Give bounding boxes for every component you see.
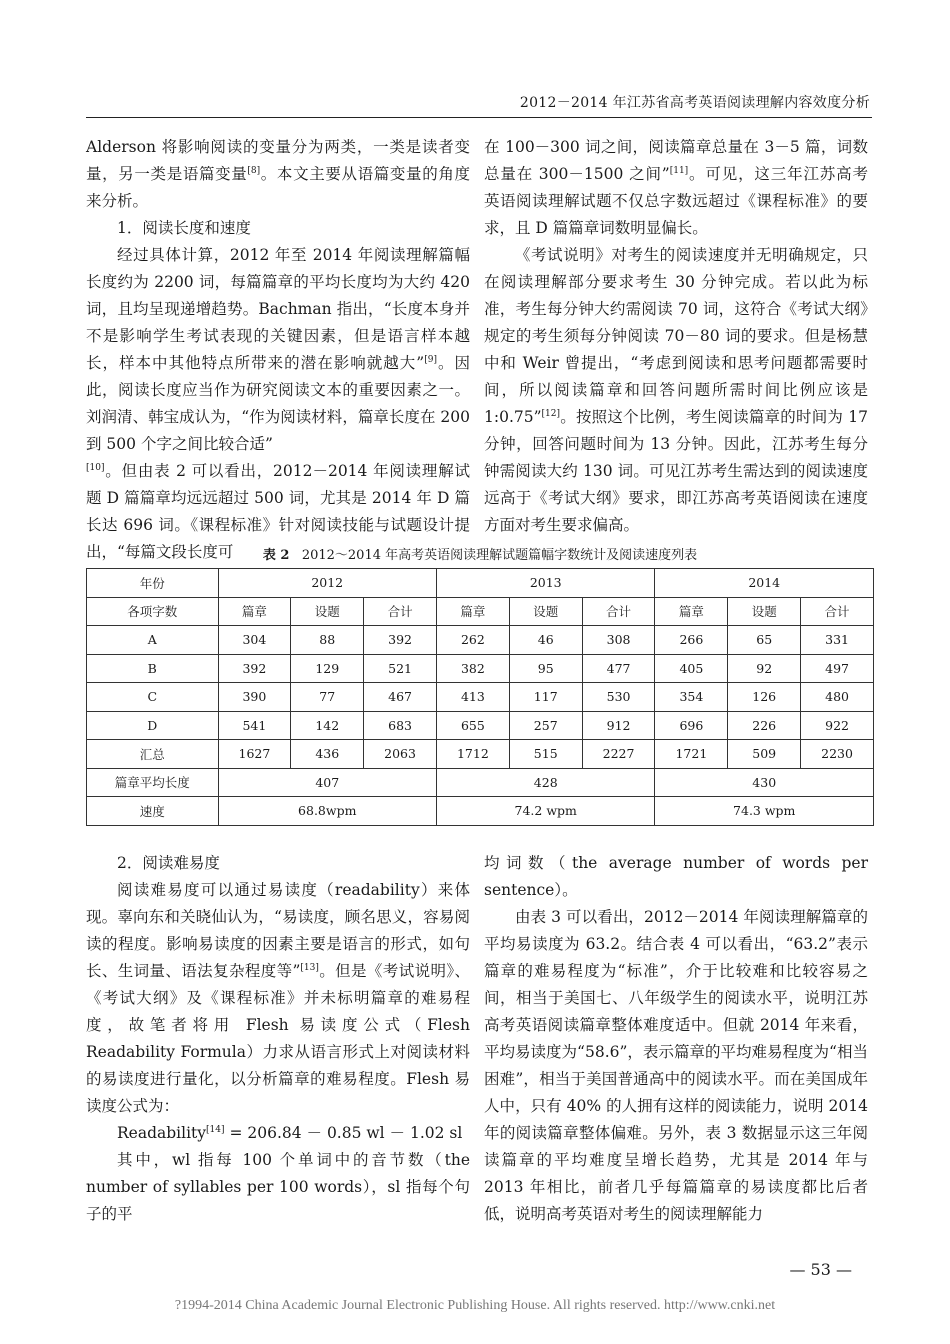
table-cell: 126 — [728, 683, 801, 712]
table-caption-label: 表 2 — [262, 548, 290, 563]
table-cell: 95 — [509, 654, 582, 683]
table-speed-row — [87, 797, 874, 826]
table-cell: 1721 — [655, 740, 728, 769]
paragraph-text: 经过具体计算，2012 年至 2014 年阅读理解篇幅长度约为 2200 词，每篇篇章的平均长度均为大约 420 词，且均呈现递增趋势。Bachman 指出，“长度本身并不是影响学生考试表现的关键因素，但是语言样本越长，样本中其他特点所带来的潜在影响就越大” — [86, 246, 470, 372]
speed-cell: 68.8wpm — [218, 797, 436, 826]
subheader-cell: 合计 — [801, 597, 874, 626]
table-row — [87, 683, 874, 712]
table-cell: 696 — [655, 711, 728, 740]
paragraph-text: 《考试说明》对考生的阅读速度并无明确规定，只在阅读理解部分要求考生 30 分钟完成。若以此为标准，考生每分钟大约需阅读 70 词，这符合《考试大纲》规定的考生须每分钟阅读 70－80 词的要求。但是杨慧中和 Weir 曾提出，“考虑到阅读和思考问题都需要时间，所以阅读篇章和回答问题所需时间比例应该是 1:0.75” — [484, 246, 868, 426]
paragraph-text-tail: 。但是《考试说明》、《考试大纲》及《课程标准》并未标明篇章的难易程度，故笔者将用 Flesh 易读度公式（Flesh Readability Formula）力求从语言形式上对阅读材料的易读度进行量化，以分析篇章的难易程度。Flesh 易读度公式为： — [86, 962, 470, 1115]
paragraph-text-tail: 。可见，这三年江苏高考英语阅读理解试题不仅总字数远超过《课程标准》的要求，且 D 篇篇章词数明显偏长。 — [484, 165, 868, 237]
table-caption-text: 2012～2014 年高考英语阅读理解试题篇幅字数统计及阅读速度列表 — [301, 548, 698, 563]
subheader-cell: 设题 — [728, 597, 801, 626]
table-cell: 257 — [509, 711, 582, 740]
table-cell: 509 — [728, 740, 801, 769]
text-column-2 — [484, 134, 868, 539]
paragraph — [484, 242, 868, 539]
paragraph — [86, 134, 470, 215]
citation-ref: [11] — [669, 165, 689, 176]
table-row — [87, 626, 874, 655]
table-cell: 77 — [291, 683, 364, 712]
speed-cell: 74.3 wpm — [655, 797, 874, 826]
speed-cell: 74.2 wpm — [436, 797, 654, 826]
table-row — [87, 711, 874, 740]
running-header: 2012－2014 年江苏省高考英语阅读理解内容效度分析 — [519, 95, 870, 111]
paragraph-text: 在 100－300 词之间，阅读篇章总量在 3－5 篇，词数总量在 300－1500 之间” — [484, 138, 868, 183]
paragraph-text-tail: 。本文主要从语篇变量的角度来分析。 — [86, 165, 470, 210]
row-label: C — [87, 683, 219, 712]
table-cell: 497 — [801, 654, 874, 683]
paragraph — [86, 1120, 470, 1147]
table-cell: 142 — [291, 711, 364, 740]
text-column-4 — [484, 850, 868, 1228]
table-cell: 436 — [291, 740, 364, 769]
citation-ref: [14] — [206, 1124, 225, 1135]
table-cell: 354 — [655, 683, 728, 712]
table-cell: 521 — [364, 654, 437, 683]
table-cell: 226 — [728, 711, 801, 740]
paragraph-text: 由表 3 可以看出，2012－2014 年阅读理解篇章的平均易读度为 63.2。结合表 4 可以看出，“63.2”表示篇章的难易程度为“标准”，介于比较难和比较容易之间，相当于美国七、八年级学生的阅读水平，说明江苏高考英语阅读篇章整体难度适中。但就 2014 年来看，平均易读度为“58.6”，表示篇章的平均难易程度为“相当困难”，相当于美国普通高中的阅读水平。而在美国成年人中，只有 40% 的人拥有这样的阅读能力，说明 2014 年的阅读篇章整体偏难。另外，表 3 数据显示这三年阅读篇章的平均难度呈增长趋势，尤其是 2014 年与 2013 年相比，前者几乎每篇篇章的易读度都比后者低，说明高考英语对考生的阅读理解能力 — [484, 908, 868, 1223]
subheader-cell: 设题 — [509, 597, 582, 626]
paragraph — [86, 877, 470, 1120]
avg-cell: 430 — [655, 768, 874, 797]
table-header-row — [87, 569, 874, 598]
table-cell: 541 — [218, 711, 291, 740]
table-row — [87, 654, 874, 683]
table-cell: 2230 — [801, 740, 874, 769]
avg-label: 篇章平均长度 — [87, 768, 219, 797]
table-cell: 405 — [655, 654, 728, 683]
paragraph-text: Alderson 将影响阅读的变量分为两类，一类是读者变量，另一类是语篇变量 — [86, 138, 470, 183]
table-cell: 477 — [582, 654, 655, 683]
citation-ref: [12] — [541, 408, 561, 419]
row-label: B — [87, 654, 219, 683]
table-row — [87, 740, 874, 769]
subheader-cell: 篇章 — [436, 597, 509, 626]
paragraph — [484, 904, 868, 1228]
table-cell: 683 — [364, 711, 437, 740]
paragraph-text: 1．阅读长度和速度 — [117, 219, 251, 237]
speed-label: 速度 — [87, 797, 219, 826]
table-cell: 413 — [436, 683, 509, 712]
header-year-2014: 2014 — [655, 569, 874, 598]
table-cell: 480 — [801, 683, 874, 712]
table-cell: 308 — [582, 626, 655, 655]
header-year-label: 年份 — [87, 569, 219, 598]
avg-cell: 407 — [218, 768, 436, 797]
paragraph — [484, 850, 868, 904]
table-caption — [86, 544, 874, 563]
table-cell: 922 — [801, 711, 874, 740]
table-cell: 515 — [509, 740, 582, 769]
paragraph-text-tail: = 206.84 － 0.85 wl － 1.02 sl — [224, 1124, 463, 1142]
table-cell: 262 — [436, 626, 509, 655]
paragraph-text-tail: 。因此，阅读长度应当作为研究阅读文本的重要因素之一。刘润清、韩宝成认为，“作为阅读材料，篇章长度在 200 到 500 个字之间比较合适” — [86, 354, 470, 453]
table-cell: 117 — [509, 683, 582, 712]
table-cell: 392 — [364, 626, 437, 655]
citation-ref: [10] — [86, 462, 105, 473]
header-year-2012: 2012 — [218, 569, 436, 598]
table-cell: 1712 — [436, 740, 509, 769]
avg-cell: 428 — [436, 768, 654, 797]
subheader-cell: 合计 — [582, 597, 655, 626]
citation-ref: [13] — [300, 962, 319, 973]
subheader-cell: 设题 — [291, 597, 364, 626]
table-cell: 467 — [364, 683, 437, 712]
text-column-1 — [86, 134, 470, 566]
table-cell: 129 — [291, 654, 364, 683]
header-rule — [86, 117, 872, 118]
table-cell: 65 — [728, 626, 801, 655]
paragraph — [86, 215, 470, 242]
table-cell: 46 — [509, 626, 582, 655]
subheader-cell: 合计 — [364, 597, 437, 626]
table-cell: 304 — [218, 626, 291, 655]
row-label: D — [87, 711, 219, 740]
table-cell: 392 — [218, 654, 291, 683]
subheader-cell: 篇章 — [655, 597, 728, 626]
copyright-footer: ?1994-2014 China Academic Journal Electronic Publishing House. All rights reserved. http://www.cnki.net — [174, 1298, 776, 1313]
paragraph-text-tail: 。但由表 2 可以看出，2012－2014 年阅读理解试题 D 篇篇章均远远超过 500 词，尤其是 2014 年 D 篇长达 696 词。《课程标准》针对阅读技能与试题设计提出，“每篇文段长度可 — [86, 462, 470, 561]
subheader-cell: 篇章 — [218, 597, 291, 626]
table-cell: 88 — [291, 626, 364, 655]
table-cell: 1627 — [218, 740, 291, 769]
table-cell: 390 — [218, 683, 291, 712]
paragraph — [484, 134, 868, 242]
table-cell: 2063 — [364, 740, 437, 769]
table-cell: 912 — [582, 711, 655, 740]
text-column-3 — [86, 850, 470, 1228]
paragraph-text: 其中，wl 指每 100 个单词中的音节数（the number of syllables per 100 words），sl 指每个句子的平 — [86, 1151, 470, 1223]
table-cell: 266 — [655, 626, 728, 655]
paragraph — [86, 850, 470, 877]
data-table — [86, 568, 874, 826]
table-subheader-row — [87, 597, 874, 626]
paragraph-text: 2．阅读难易度 — [117, 854, 220, 872]
paragraph-text: 均词数（the average number of words per sentence）。 — [484, 854, 868, 899]
header-item-label: 各项字数 — [87, 597, 219, 626]
table-avg-row — [87, 768, 874, 797]
citation-ref: [8] — [247, 165, 261, 176]
table-cell: 655 — [436, 711, 509, 740]
table-cell: 331 — [801, 626, 874, 655]
paragraph — [86, 242, 470, 458]
table-cell: 2227 — [582, 740, 655, 769]
paragraph-text: 阅读难易度可以通过易读度（readability）来体现。辜向东和关晓仙认为，“易读度，顾名思义，容易阅读的程度。影响易读度的因素主要是语言的形式，如句长、生词量、语法复杂程度等” — [86, 881, 470, 980]
row-label: A — [87, 626, 219, 655]
table-cell: 530 — [582, 683, 655, 712]
table-cell: 382 — [436, 654, 509, 683]
citation-ref: [9] — [424, 354, 437, 365]
paragraph — [86, 1147, 470, 1228]
row-label: 汇总 — [87, 740, 219, 769]
page-number: — 53 — — [789, 1260, 852, 1279]
header-year-2013: 2013 — [436, 569, 654, 598]
paragraph-text-tail: 。按照这个比例，考生阅读篇章的时间为 17 分钟，回答问题时间为 13 分钟。因此，江苏考生每分钟需阅读大约 130 词。可见江苏考生需达到的阅读速度远高于《考试大纲》要求，即江苏高考英语阅读在速度方面对考生要求偏高。 — [484, 408, 868, 534]
table-cell: 92 — [728, 654, 801, 683]
paragraph-text: Readability — [117, 1124, 207, 1142]
